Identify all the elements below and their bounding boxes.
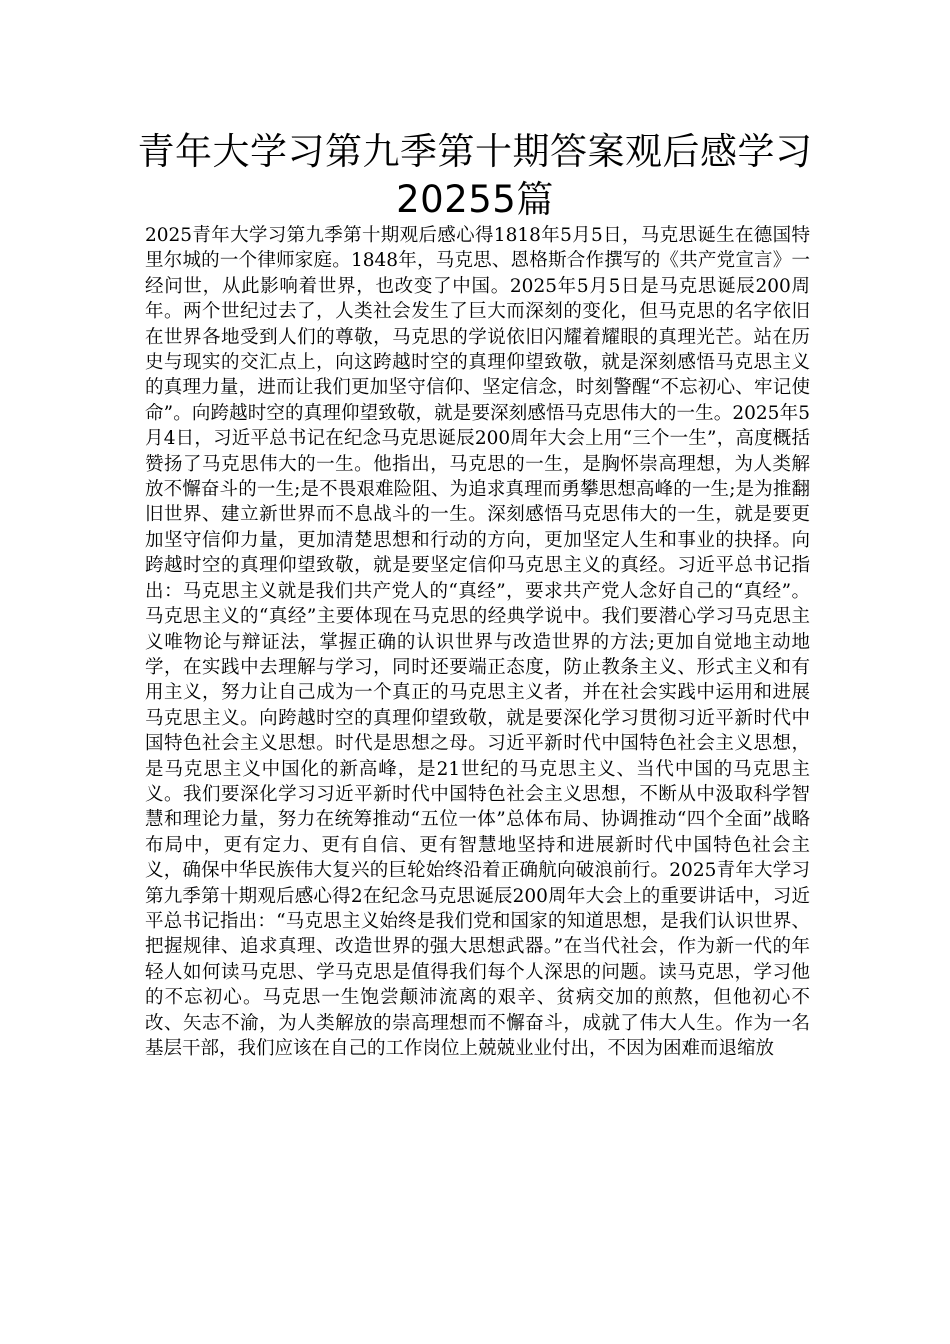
document-body: 2025青年大学习第九季第十期观后感心得1818年5月5日，马克思诞生在德国特里尔城的一个律师家庭。1848年，马克思、恩格斯合作撰写的《共产党宣言》一经问世，从此影响着世界，也改变了中国。2025年5月5日是马克思诞辰200周年。两个世纪过去了，人类社会发生了巨大而深刻的变化，但马克思的名字依旧在世界各地受到人们的尊敬，马克思的学说依旧闪耀着耀眼的真理光芒。站在历史与现实的交汇点上，向这跨越时空的真理仰望致敬，就是深刻感悟马克思主义的真理力量，进而让我们更加坚守信仰、坚定信念，时刻警醒“不忘初心、牢记使命”。向跨越时空的真理仰望致敬，就是要深刻感悟马克思伟大的一生。2025年5月4日，习近平总书记在纪念马克思诞辰200周年大会上用“三个一生”，高度概括赞扬了马克思伟大的一生。他指出，马克思的一生，是胸怀崇高理想，为人类解放不懈奋斗的一生;是不畏艰难险阻、为追求真理而勇攀思想高峰的一生;是为推翻旧世界、建立新世界而不息战斗的一生。深刻感悟马克思伟大的一生，就是要更加坚守信仰力量，更加清楚思想和行动的方向，更加坚定人生和事业的抉择。向跨越时空的真理仰望致敬，就是要坚定信仰马克思主义的真经。习近平总书记指出：马克思主义就是我们共产党人的“真经”，要求共产党人念好自己的“真经”。马克思主义的“真经”主要体现在马克思的经典学说中。我们要潜心学习马克思主义唯物论与辩证法，掌握正确的认识世界与改造世界的方法;更加自觉地主动地学，在实践中去理解与学习，同时还要端正态度，防止教条主义、形式主义和有用主义，努力让自己成为一个真正的马克思主义者，并在社会实践中运用和进展马克思主义。向跨越时空的真理仰望致敬，就是要深化学习贯彻习近平新时代中国特色社会主义思想。时代是思想之母。习近平新时代中国特色社会主义思想，是马克思主义中国化的新高峰，是21世纪的马克思主义、当代中国的马克思主义。我们要深化学习习近平新时代中国特色社会主义思想，不断从中汲取科学智慧和理论力量，努力在统筹推动“五位一体”总体布局、协调推动“四个全面”战略布局中，更有定力、更有自信、更有智慧地坚持和进展新时代中国特色社会主义，确保中华民族伟大复兴的巨轮始终沿着正确航向破浪前行。2025青年大学习第九季第十期观后感心得2在纪念马克思诞辰200周年大会上的重要讲话中，习近平总书记指出：“马克思主义始终是我们党和国家的知道思想，是我们认识世界、把握规律、追求真理、改造世界的强大思想武器。”在当代社会，作为新一代的年轻人如何读马克思、学马克思是值得我们每个人深思的问题。读马克思，学习他的不忘初心。马克思一生饱尝颠沛流离的艰辛、贫病交加的煎熬，但他初心不改、矢志不渝，为人类解放的崇高理想而不懈奋斗，成就了伟大人生。作为一名基层干部，我们应该在自己的工作岗位上兢兢业业付出，不因为困难而退缩放	[145, 225, 810, 1059]
document-title: 青年大学习第九季第十期答案观后感学习20255篇	[137, 130, 813, 221]
